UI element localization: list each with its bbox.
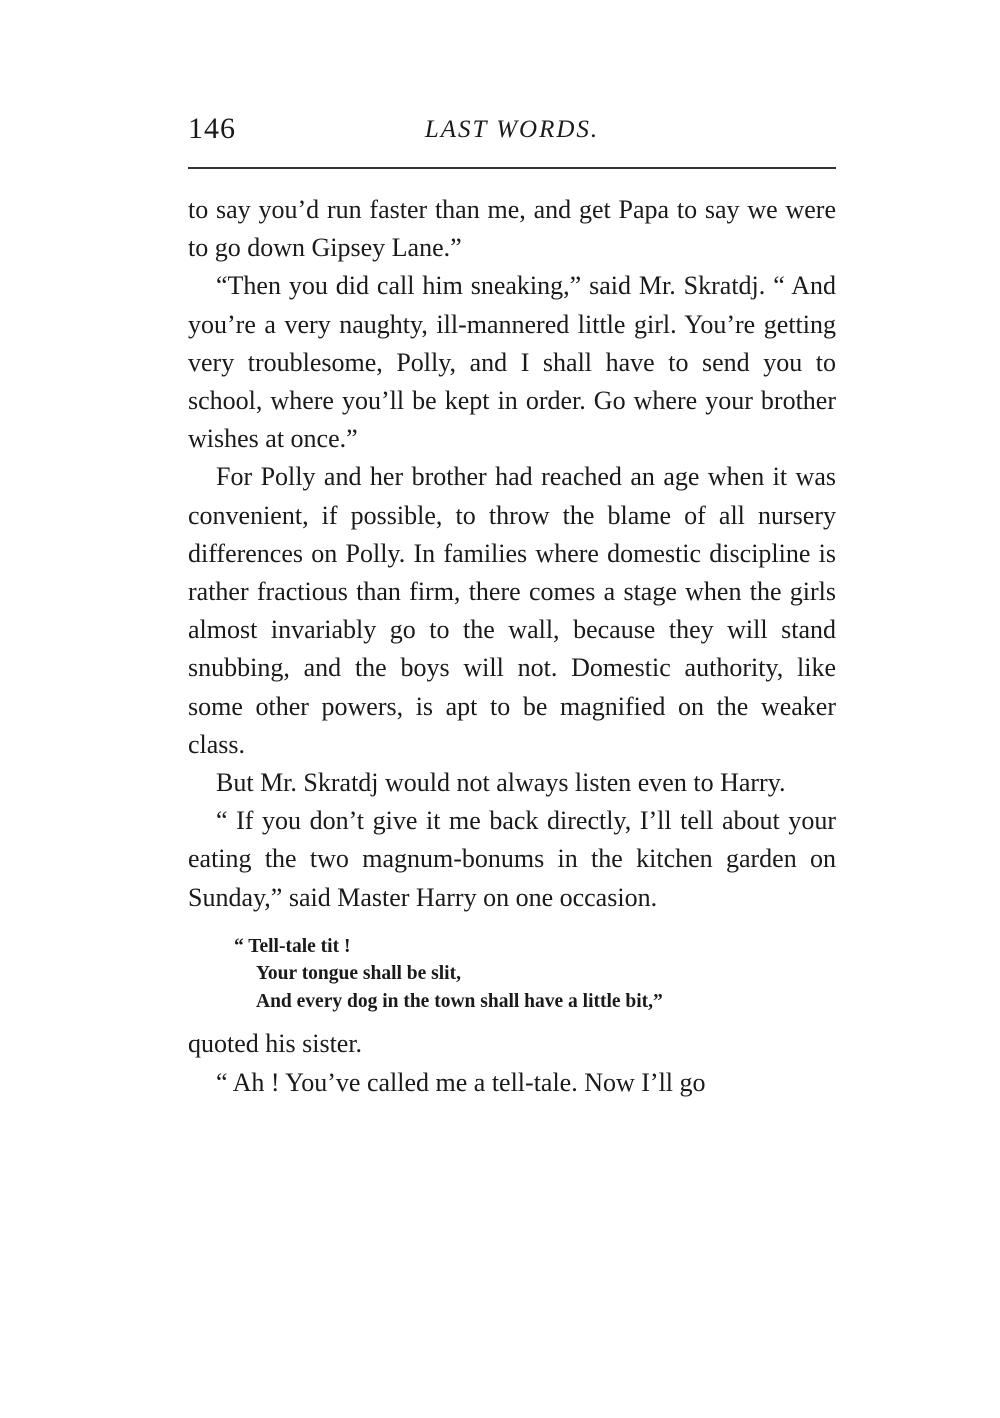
paragraph: to say you’d run faster than me, and get Papa to say we were to go down Gipsey Lane.”: [188, 195, 836, 263]
paragraph: “ If you don’t give it me back directly, I’ll tell about your eating the two magnum-bonums in the kitchen garden on Sunday,” said Master Harry on one occasion.: [188, 806, 836, 912]
verse-line: Your tongue shall be slit,: [256, 963, 461, 985]
paragraph: “ Ah ! You’ve called me a tell-tale. Now I’ll go: [216, 1067, 706, 1097]
verse-quote: [234, 933, 836, 1016]
paragraph: “Then you did call him sneaking,” said Mr. Skratdj. “ And you’re a very naughty, ill-mannered little girl. You’re getting very troublesome, Polly, and I shall have to send you to school, where you’ll be kept in order. Go where your brother wishes at once.”: [188, 271, 836, 454]
header-rule: [188, 167, 836, 169]
paragraph: But Mr. Skratdj would not always listen even to Harry.: [216, 768, 786, 798]
paragraph: quoted his sister.: [188, 1029, 363, 1059]
verse-line: “ Tell-tale tit !: [234, 935, 351, 957]
verse-line: And every dog in the town shall have a little bit,”: [256, 990, 663, 1012]
body-text: [188, 191, 836, 1102]
paragraph: For Polly and her brother had reached an age when it was convenient, if possible, to throw the blame of all nursery differences on Polly. In families where domestic discipline is rather fractious than firm, there comes a stage when the girls almost invariably go to the wall, because they will stand snubbing, and the boys will not. Domestic authority, like some other powers, is apt to be magnified on the weaker class.: [188, 462, 836, 759]
page-number: 146: [188, 112, 236, 145]
running-title: LAST WORDS.: [424, 116, 600, 143]
page-header: [188, 112, 836, 156]
